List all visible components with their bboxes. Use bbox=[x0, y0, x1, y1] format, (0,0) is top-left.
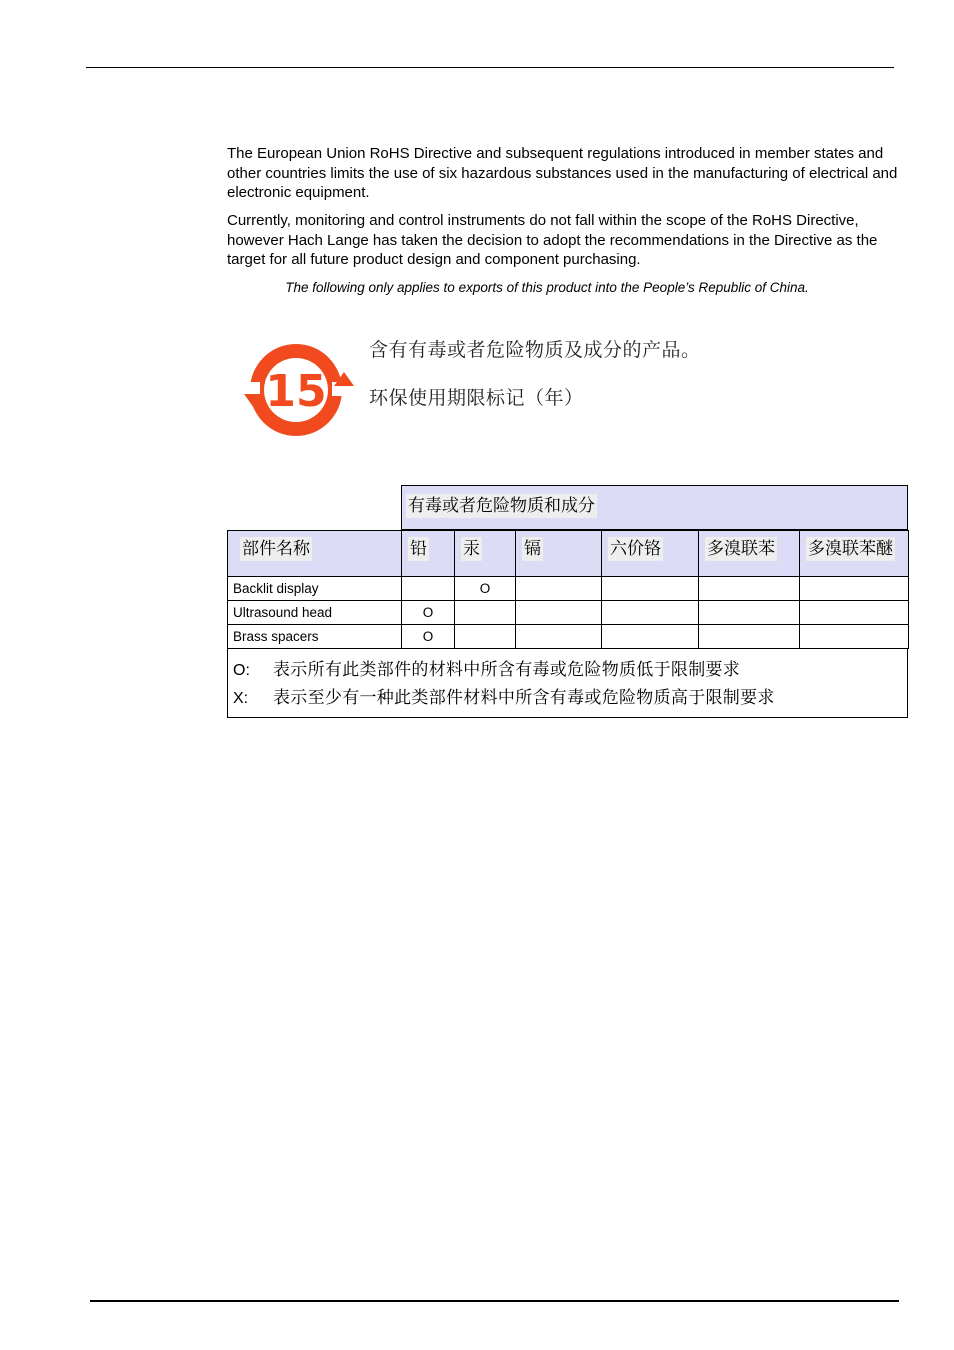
legend-x-key: X: bbox=[233, 690, 249, 707]
substance-group-label: 有毒或者危险物质和成分 bbox=[408, 496, 595, 516]
mark-cell bbox=[699, 577, 800, 601]
rohs-15-year-logo-icon bbox=[238, 330, 358, 450]
mark-cell: O bbox=[402, 625, 455, 649]
logo-number: 15 bbox=[265, 366, 327, 417]
col-lead: 铅 bbox=[402, 531, 455, 577]
part-name-cell: Backlit display bbox=[228, 577, 402, 601]
footer-rule bbox=[90, 1300, 899, 1302]
mark-cell bbox=[455, 625, 516, 649]
legend-o-text: 表示所有此类部件的材料中所含有毒或危险物质低于限制要求 bbox=[273, 660, 741, 680]
header-rule bbox=[86, 67, 894, 68]
mark-cell bbox=[402, 577, 455, 601]
intro-paragraph-2: Currently, monitoring and control instruments do not fall within the scope of the RoHS Directive, however Hach Lange has taken the decision to adopt the recommendations in the Directive as the target for all future product design and component purchasing. bbox=[227, 212, 878, 268]
mark-cell bbox=[516, 601, 602, 625]
part-name-cell: Brass spacers bbox=[228, 625, 402, 649]
col-hexavalent-chromium: 六价铬 bbox=[602, 531, 699, 577]
mark-cell bbox=[602, 601, 699, 625]
legend-o-key: O: bbox=[233, 662, 250, 679]
china-export-note: The following only applies to exports of this product into the People’s Republic of China. bbox=[285, 280, 809, 295]
mark-cell bbox=[800, 601, 909, 625]
col-pbde: 多溴联苯醚 bbox=[800, 531, 909, 577]
mark-cell bbox=[699, 601, 800, 625]
mark-cell bbox=[602, 577, 699, 601]
col-pbb: 多溴联苯 bbox=[699, 531, 800, 577]
mark-cell: O bbox=[402, 601, 455, 625]
table-row bbox=[228, 625, 909, 649]
environmental-period-label: 环保使用期限标记（年） bbox=[369, 387, 584, 409]
legend-x-text: 表示至少有一种此类部件材料中所含有毒或危险物质高于限制要求 bbox=[273, 688, 775, 708]
mark-cell bbox=[800, 577, 909, 601]
mark-cell bbox=[516, 577, 602, 601]
mark-cell bbox=[516, 625, 602, 649]
mark-cell bbox=[800, 625, 909, 649]
table-row bbox=[228, 601, 909, 625]
hazardous-product-statement: 含有有毒或者危险物质及成分的产品。 bbox=[369, 339, 701, 361]
col-mercury: 汞 bbox=[455, 531, 516, 577]
table-row bbox=[228, 577, 909, 601]
mark-cell bbox=[455, 601, 516, 625]
col-cadmium: 镉 bbox=[516, 531, 602, 577]
hazardous-substance-table bbox=[227, 530, 909, 649]
table-header-row bbox=[228, 531, 909, 577]
legend-x-row bbox=[233, 683, 775, 708]
intro-paragraph-1: The European Union RoHS Directive and subsequent regulations introduced in member states and other countries limits the use of six hazardous substances used in the manufacturing of electrical and electronic equipment. bbox=[227, 145, 898, 201]
legend-o-row bbox=[233, 655, 740, 680]
part-name-cell: Ultrasound head bbox=[228, 601, 402, 625]
substance-group-header bbox=[401, 485, 908, 530]
mark-cell bbox=[699, 625, 800, 649]
mark-cell: O bbox=[455, 577, 516, 601]
table-legend bbox=[227, 648, 908, 718]
mark-cell bbox=[602, 625, 699, 649]
col-part-name: 部件名称 bbox=[228, 531, 402, 577]
